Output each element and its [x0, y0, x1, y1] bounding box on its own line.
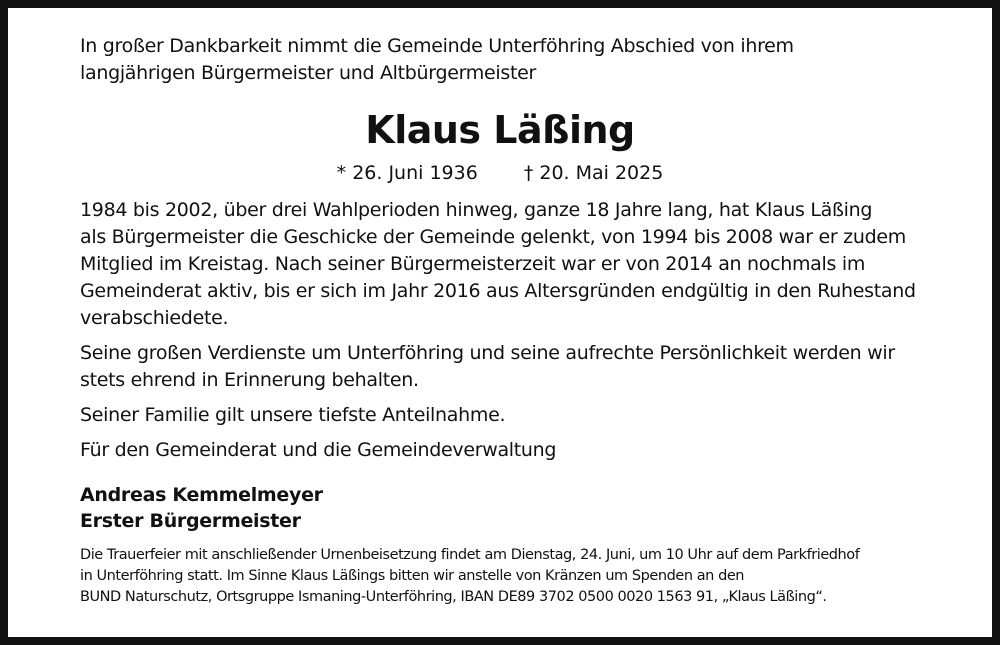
- paragraph-condolence: [80, 402, 930, 429]
- text-line: Mitglied im Kreistag. Nach seiner Bürgermeisterzeit war er von 2014 an nochmals im: [80, 253, 866, 275]
- intro-line: langjährigen Bürgermeister und Altbürgermeister: [80, 62, 537, 84]
- signer-title: Erster Bürgermeister: [80, 510, 301, 532]
- text-line: Für den Gemeinderat und die Gemeindeverwaltung: [80, 439, 557, 461]
- text-line: Seiner Familie gilt unsere tiefste Anteilnahme.: [80, 404, 506, 426]
- text-line: Seine großen Verdienste um Unterföhring und seine aufrechte Persönlichkeit werden wir: [80, 342, 895, 364]
- birth-date: * 26. Juni 1936: [336, 162, 478, 184]
- text-line: stets ehrend in Erinnerung behalten.: [80, 369, 419, 391]
- notice-line: BUND Naturschutz, Ortsgruppe Ismaning-Unterföhring, IBAN DE89 3702 0500 0020 1563 91, „Klaus Läßing“.: [80, 589, 827, 605]
- notice-line: in Unterföhring statt. Im Sinne Klaus Läßings bitten wir anstelle von Kränzen um Spenden an den: [80, 568, 745, 584]
- signature-block: [80, 482, 680, 534]
- obituary-body: [80, 197, 930, 472]
- notice-line: Die Trauerfeier mit anschließender Urnenbeisetzung findet am Dienstag, 24. Juni, um 10 Uhr auf dem Parkfriedhof: [80, 547, 860, 563]
- text-line: als Bürgermeister die Geschicke der Gemeinde gelenkt, von 1994 bis 2008 war er zudem: [80, 226, 906, 248]
- life-dates: [80, 160, 920, 186]
- text-line: Gemeinderat aktiv, bis er sich im Jahr 2016 aus Altersgründen endgültig in den Ruhestand: [80, 280, 916, 302]
- intro-line: In großer Dankbarkeit nimmt die Gemeinde Unterföhring Abschied von ihrem: [80, 35, 794, 57]
- deceased-name: Klaus Läßing: [365, 108, 635, 152]
- paragraph-career: [80, 197, 930, 332]
- death-date: † 20. Mai 2025: [523, 162, 664, 184]
- text-line: verabschiedete.: [80, 307, 229, 329]
- paragraph-merits: [80, 340, 930, 394]
- signer-name: Andreas Kemmelmeyer: [80, 484, 323, 506]
- intro-text: [80, 33, 930, 87]
- text-line: 1984 bis 2002, über drei Wahlperioden hinweg, ganze 18 Jahre lang, hat Klaus Läßing: [80, 199, 873, 221]
- paragraph-on-behalf: [80, 437, 930, 464]
- funeral-notice: [80, 545, 930, 608]
